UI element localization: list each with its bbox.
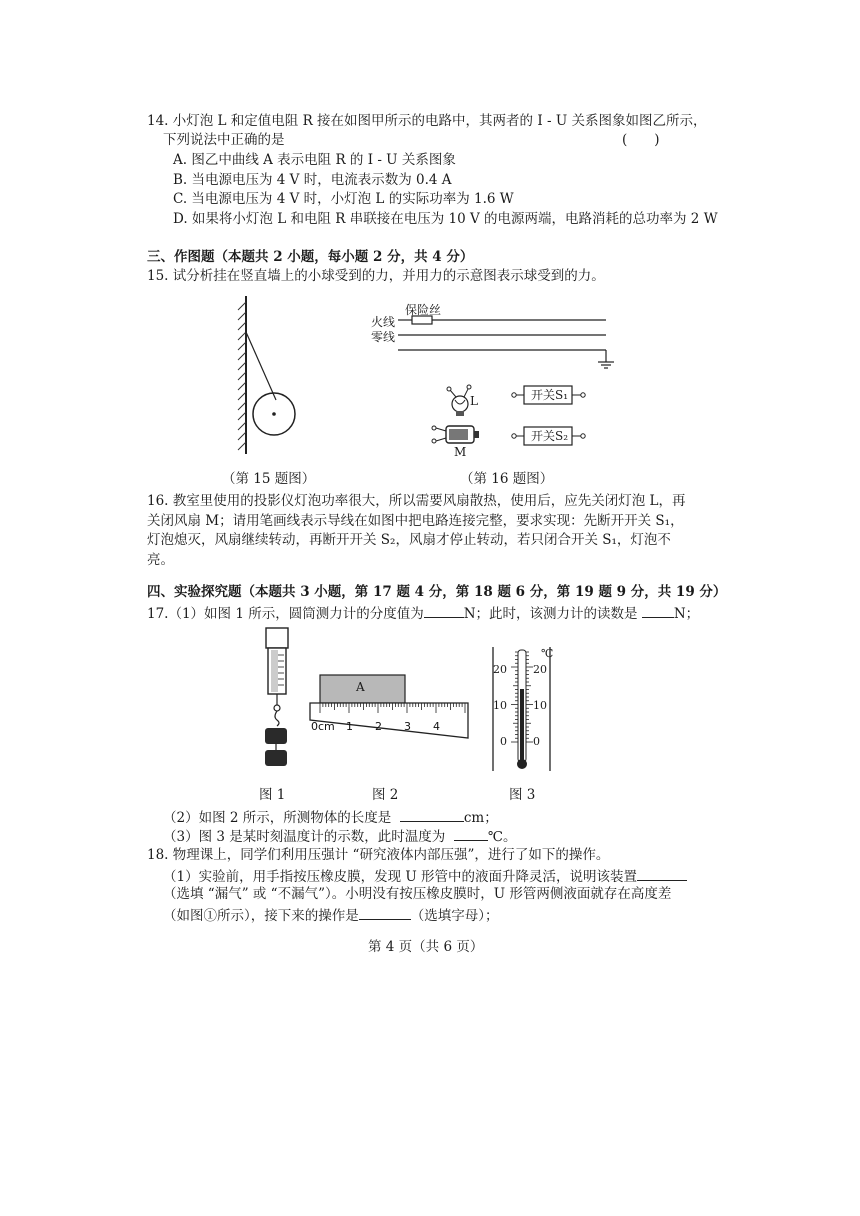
figure-1-spring-scale: [262, 625, 302, 775]
page-footer: 第 4 页（共 6 页）: [368, 939, 484, 955]
q14-option-b: B. 当电源电压为 4 V 时，电流表示数为 0.4 A: [173, 172, 452, 188]
ruler-number: 4: [433, 720, 440, 733]
lamp-label: L: [470, 394, 478, 408]
figure-1-caption: 图 1: [259, 787, 286, 803]
q17-line3: [163, 826, 516, 846]
thermo-right-10: 10: [533, 699, 547, 712]
figure-3-caption: 图 3: [509, 787, 536, 803]
q18-line2: [163, 866, 687, 886]
q15-stem: 15. 试分析挂在竖直墙上的小球受到的力，并用力的示意图表示球受到的力。: [147, 268, 605, 284]
ruler-number: 0cm: [311, 720, 335, 733]
figure-16-caption: （第 16 题图）: [460, 471, 554, 487]
block-a-label: A: [356, 680, 365, 694]
fuse-label: 保险丝: [405, 303, 442, 317]
lamp-icon: [447, 385, 471, 416]
q17-text-1c: N；: [673, 606, 700, 622]
q18-blank-operation[interactable]: [359, 905, 411, 920]
q17-blank-division[interactable]: [424, 603, 464, 618]
q16-line3: 灯泡熄灭，风扇继续转动，再断开开关 S₂，风扇才停止转动，若只闭合开关 S₁，灯泡不: [147, 532, 671, 548]
figure-16-circuit: [370, 300, 620, 460]
q14-option-d: D. 如果将小灯泡 L 和电阻 R 串联接在电压为 10 V 的电源两端，电路消耗的总功率为 2 W: [173, 211, 718, 227]
q17-text-2a: （2）如图 2 所示，所测物体的长度是: [163, 810, 392, 826]
q17-text-1a: 17.（1）如图 1 所示，圆筒测力计的分度值为: [147, 606, 424, 622]
q18-line3: （选填 “漏气” 或 “不漏气”）。小明没有按压橡皮膜时，U 形管两侧液面就存在高度差: [163, 886, 672, 902]
figure-15-caption: （第 15 题图）: [222, 471, 316, 487]
q17-text-1b: N；此时，该测力计的读数是: [463, 606, 638, 622]
thermo-left-0: 0: [500, 735, 507, 748]
section-4-title: 四、实验探究题（本题共 3 小题，第 17 题 4 分，第 18 题 6 分，第 19 题 9 分，共 19 分）: [147, 584, 727, 600]
q18-text-4b: （选填字母）；: [410, 908, 499, 924]
q14-answer-bracket[interactable]: ( ): [622, 132, 660, 148]
q16-line1: 16. 教室里使用的投影仪灯泡功率很大，所以需要风扇散热，使用后，应先关闭灯泡 L，再: [147, 493, 686, 509]
q18-text-2a: （1）实验前，用手指按压橡皮膜，发现 U 形管中的液面升降灵活，说明该装置: [163, 869, 638, 885]
ground-icon: [598, 362, 614, 368]
figure-2-ruler: [308, 670, 478, 750]
motor-icon: [432, 426, 479, 443]
ruler-number: 1: [346, 720, 353, 733]
thermo-right-20: 20: [533, 663, 547, 676]
q17-blank-reading[interactable]: [642, 603, 674, 618]
q18-text-4a: （如图①所示），接下来的操作是: [163, 908, 359, 924]
live-wire-label: 火线: [371, 315, 396, 329]
q14-stem-line1: 14. 小灯泡 L 和定值电阻 R 接在如图甲所示的电路中，其两者的 I - U 关系图象如图乙所示，: [147, 113, 707, 129]
q18-line4: [163, 905, 499, 925]
q17-text-3a: （3）图 3 是某时刻温度计的示数，此时温度为: [163, 829, 446, 845]
switch-s2-label: 开关S₂: [531, 429, 569, 443]
motor-label: M: [454, 445, 467, 459]
figure-15-wall-ball: [232, 296, 312, 456]
q17-text-2b: cm；: [463, 810, 498, 826]
ruler-number: 3: [404, 720, 411, 733]
q16-line4: 亮。: [147, 552, 174, 568]
q18-line1: 18. 物理课上，同学们利用压强计 “研究液体内部压强”，进行了如下的操作。: [147, 847, 610, 863]
thermo-left-10: 10: [493, 699, 507, 712]
section-3-title: 三、作图题（本题共 2 小题，每小题 2 分，共 4 分）: [147, 249, 474, 265]
q18-blank-leak[interactable]: [637, 866, 687, 881]
thermo-left-20: 20: [493, 663, 507, 676]
q17-blank-temperature[interactable]: [454, 826, 488, 841]
ruler-number: 2: [375, 720, 382, 733]
q14-option-a: A. 图乙中曲线 A 表示电阻 R 的 I - U 关系图象: [173, 152, 456, 168]
thermo-right-0: 0: [533, 735, 540, 748]
q17-line1: [147, 603, 699, 623]
neutral-wire-label: 零线: [371, 330, 396, 344]
q16-line2: 关闭风扇 M；请用笔画线表示导线在如图中把电路连接完整，要求实现：先断开开关 S₁，: [147, 513, 684, 529]
q17-line2: [163, 807, 498, 827]
q17-text-3b: ℃。: [487, 829, 517, 845]
thermometer-unit: ℃: [541, 647, 554, 660]
q17-blank-length[interactable]: [400, 807, 464, 822]
q14-stem-line2: 下列说法中正确的是: [163, 132, 285, 148]
switch-s1-label: 开关S₁: [531, 388, 569, 402]
q14-option-c: C. 当电源电压为 4 V 时，小灯泡 L 的实际功率为 1.6 W: [173, 191, 514, 207]
figure-2-caption: 图 2: [372, 787, 399, 803]
